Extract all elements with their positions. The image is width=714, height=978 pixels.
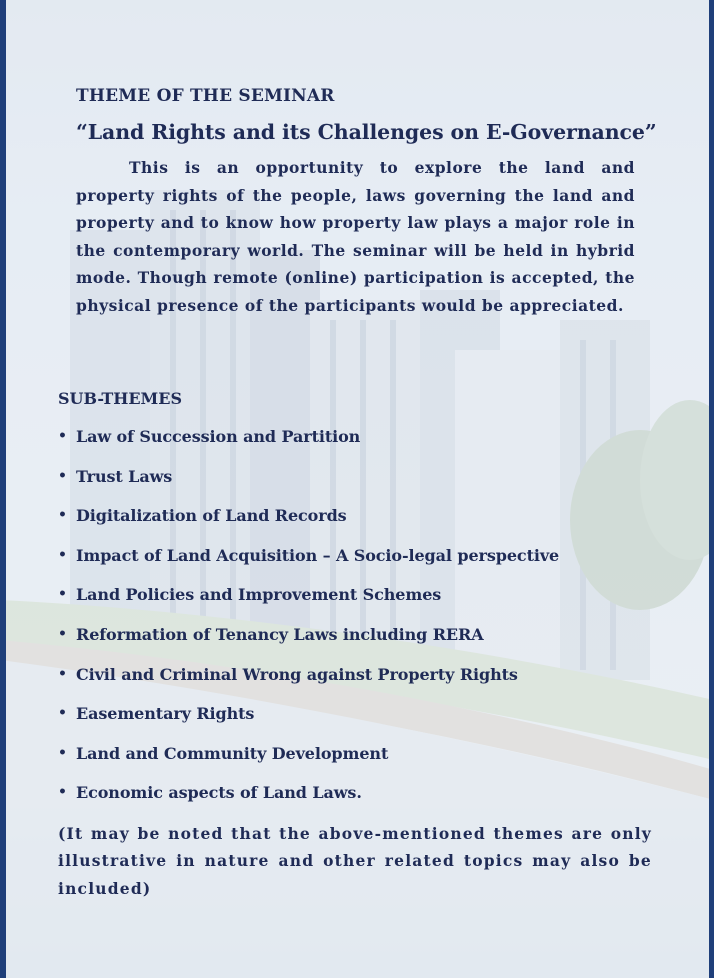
list-item [58, 665, 559, 705]
bullet-icon: • [58, 744, 67, 761]
subtheme-label: Land Policies and Improvement Schemes [76, 585, 442, 605]
subtheme-label: Law of Succession and Partition [76, 427, 361, 446]
subtheme-label: Impact of Land Acquisition – A Socio-legal perspective [76, 545, 560, 565]
themes-note: (It may be noted that the above-mentioned themes are only illustrative in nature and other related topics may also be included) [58, 824, 652, 898]
bullet-icon: • [58, 546, 67, 563]
list-item [58, 625, 559, 665]
bullet-icon: • [58, 705, 67, 722]
bullet-icon: • [58, 665, 67, 682]
theme-title: “Land Rights and its Challenges on E-Governance” [76, 120, 657, 144]
bullet-icon: • [58, 507, 67, 524]
bullet-icon: • [58, 625, 67, 642]
bullet-icon: • [58, 428, 67, 444]
list-item [58, 744, 559, 784]
bullet-icon: • [58, 784, 67, 801]
list-item [58, 704, 559, 744]
theme-description: This is an opportunity to explore the land and property rights of the people, laws governing the land and property and to know how property law plays a major role in the contemporary world. The seminar will be held in hybrid mode. Though remote (online) participation is accepted, the physical presence of the participants would be appreciated. [76, 158, 635, 315]
subtheme-label: Land and Community Development [76, 743, 389, 763]
subtheme-label: Trust Laws [76, 466, 173, 486]
list-item [58, 783, 559, 823]
subthemes-heading: SUB-THEMES [58, 389, 182, 408]
subtheme-label: Reformation of Tenancy Laws including RERA [76, 624, 484, 644]
bullet-icon: • [58, 586, 67, 603]
subtheme-label: Easementary Rights [76, 704, 255, 724]
subtheme-label: Economic aspects of Land Laws. [76, 783, 362, 803]
bullet-icon: • [58, 467, 67, 484]
list-item [58, 427, 559, 467]
list-item [58, 546, 559, 586]
list-item [58, 467, 559, 507]
subtheme-label: Digitalization of Land Records [76, 506, 347, 526]
list-item [58, 506, 559, 546]
theme-heading: THEME OF THE SEMINAR [76, 86, 335, 106]
subthemes-list [58, 427, 559, 823]
subtheme-label: Civil and Criminal Wrong against Property Rights [76, 664, 518, 684]
list-item [58, 585, 559, 625]
